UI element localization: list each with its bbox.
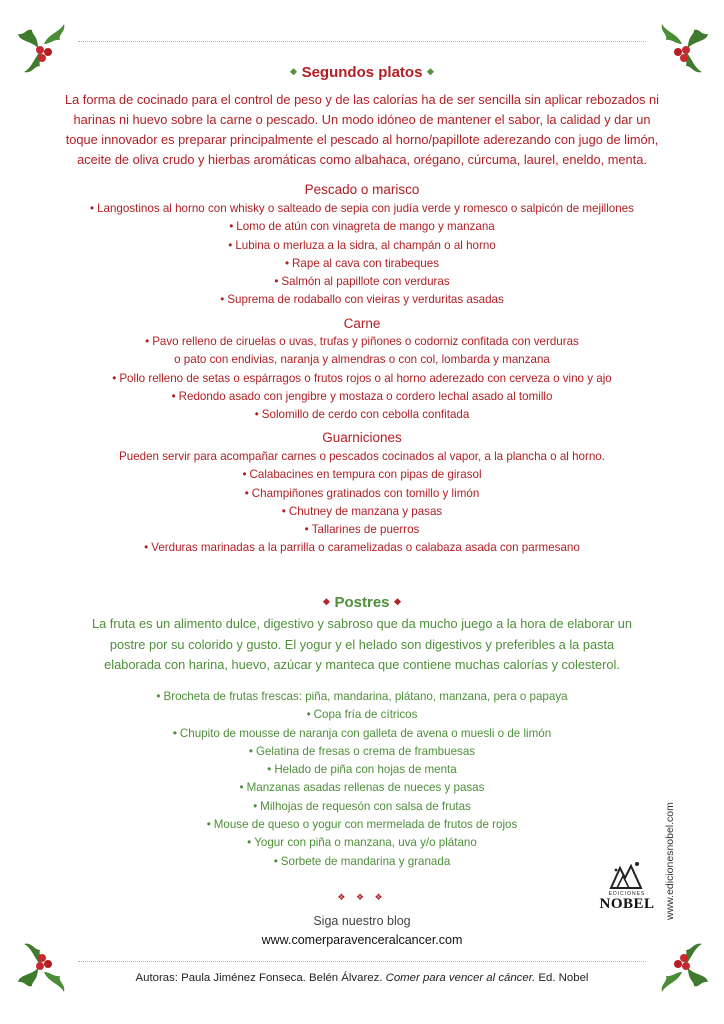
diamond-icon: ❖ (426, 67, 435, 77)
list-item: • Salmón al papillote con verduras (274, 275, 450, 289)
list-item: • Verduras marinadas a la parrilla o caramelizadas o calabaza asada con parmesano (144, 541, 580, 555)
pescado-list (40, 200, 684, 310)
publisher-logo (594, 860, 660, 926)
list-item: • Solomillo de cerdo con cebolla confitada (254, 408, 470, 422)
list-item: • Milhojas de requesón con salsa de frutas (253, 799, 471, 813)
logo-small-text: EDICIONES (608, 891, 646, 897)
list-item: • Calabacines en tempura con pipas de girasol (242, 468, 482, 482)
bottom-divider (78, 961, 646, 962)
blog-label: Siga nuestro blog (313, 914, 411, 928)
list-item: • Pollo relleno de setas o espárragos o frutos rojos o al horno aderezado con cerveza o vino y ajo (112, 371, 612, 385)
publisher-url[interactable]: www.edicionesnobel.com (664, 802, 676, 920)
list-item: • Lomo de atún con vinagreta de mango y manzana (229, 220, 495, 234)
top-divider (78, 41, 646, 42)
nobel-logo-icon (607, 860, 647, 890)
list-item: • Pavo relleno de ciruelas o uvas, trufas y piñones o codorniz confitada con verduras (145, 335, 579, 348)
list-item: • Tallarines de puerros (304, 523, 420, 537)
footer-credits: Autoras: Paula Jiménez Fonseca. Belén Álvarez. Comer para vencer al cáncer. Ed. Nobel (135, 972, 589, 984)
list-item: • Lubina o merluza a la sidra, al champán o al horno (228, 238, 496, 252)
list-item: • Copa fría de cítricos (306, 708, 418, 722)
list-item: • Suprema de rodaballo con vieiras y verduritas asadas (220, 293, 504, 307)
postres-title: ❖ Postres ❖ (322, 594, 402, 611)
list-item: • Rape al cava con tirabeques (284, 256, 439, 270)
guarniciones-intro: Pueden servir para acompañar carnes o pescados cocinados al vapor, a la plancha o al horno. (119, 450, 605, 463)
list-item: • Brocheta de frutas frescas: piña, mandarina, plátano, manzana, pera o papaya (156, 690, 568, 703)
guarniciones-heading: Guarniciones (322, 430, 402, 445)
carne-heading: Carne (343, 316, 381, 331)
holly-icon (14, 942, 70, 998)
list-item: • Chutney de manzana y pasas (281, 504, 443, 518)
segundos-intro: La forma de cocinado para el control de peso y de las calorías ha de ser sencilla sin aplicar rebozados ni harinas ni huevo sobre la carne o pescado. Un modo idóneo de mantener el sabor, la calidad y dar un toque innovador es preparar principalmente el pescado al horno/papillote aderezando con jugo de limón, aceite de oliva crudo y hierbas aromáticas como albahaca, orégano, cúrcuma, laurel, eneldo, menta. (65, 92, 659, 167)
diamond-icon: ❖ (289, 67, 298, 77)
list-item: • Sorbete de mandarina y granada (273, 854, 451, 868)
postres-intro: La fruta es un alimento dulce, digestivo y sabroso que da mucho juego a la hora de elaborar un postre por su colorido y gusto. El yogur y el helado son digestivos y preferibles a la pasta elaborada con harina, huevo, azúcar y manteca que contiene muchas calorías y colesterol. (92, 616, 632, 672)
list-item-continuation: o pato con endivias, naranja y almendras o con col, lombarda y manzana (174, 353, 550, 367)
carne-list (40, 333, 684, 424)
list-item: • Champiñones gratinados con tomillo y limón (244, 486, 480, 500)
guarniciones-list (40, 448, 684, 558)
list-item: • Chupito de mousse de naranja con galleta de avena o muesli o de limón (172, 726, 552, 740)
logo-big-text: NOBEL (599, 896, 655, 912)
pescado-heading: Pescado o marisco (304, 182, 420, 197)
diamond-icon: ❖ (393, 597, 402, 607)
list-item: • Mouse de queso o yogur con mermelada de frutos de rojos (206, 818, 518, 832)
list-item: • Yogur con piña o manzana, uva y/o plátano (247, 836, 477, 850)
list-item: • Langostinos al horno con whisky o salteado de sepia con judía verde y romesco o salpicón de mejillones (90, 202, 634, 215)
segundos-title: ❖ Segundos platos ❖ (289, 64, 435, 81)
diamond-icon: ❖ (322, 597, 331, 607)
list-item: • Gelatina de fresas o crema de frambuesas (248, 744, 476, 758)
holly-icon (656, 942, 712, 998)
ornament-icon: ❖ ❖ ❖ (337, 892, 387, 902)
list-item: • Redondo asado con jengibre y mostaza o cordero lechal asado al tomillo (171, 389, 553, 403)
list-item: • Helado de piña con hojas de menta (267, 763, 457, 777)
list-item: • Manzanas asadas rellenas de nueces y pasas (239, 781, 485, 795)
blog-link[interactable]: www.comerparavenceralcancer.com (261, 933, 463, 947)
postres-list (40, 688, 684, 871)
